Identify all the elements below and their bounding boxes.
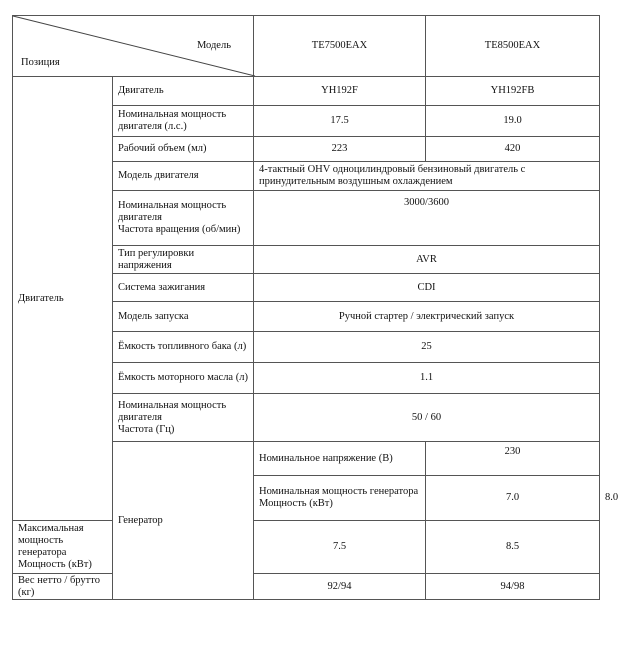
cell-value: 94/98: [426, 574, 600, 600]
table-row: Номинальная мощность генератора Мощность (кВт) 7.0 8.0: [13, 476, 600, 521]
cell-value: 50 / 60: [254, 394, 600, 442]
cell-value: 17.5: [254, 106, 426, 137]
row-label: Модель запуска: [113, 302, 254, 332]
row-sublabel: Частота вращения (об/мин): [118, 224, 241, 235]
cell-value: 4-тактный OHV одноцилиндровый бензиновый двигатель с принудительным воздушным охлаждением: [254, 162, 600, 191]
row-label: Двигатель: [113, 77, 254, 106]
cell-value: YH192F: [254, 77, 426, 106]
cell-value: 230: [426, 442, 600, 476]
cell-value: 223: [254, 137, 426, 162]
cell-value: 420: [426, 137, 600, 162]
model-1-header: TE7500EAX: [254, 16, 426, 77]
cell-value: 25: [254, 332, 600, 363]
row-label: Номинальная мощность двигателя: [118, 399, 227, 423]
model-2-header: TE8500EAX: [426, 16, 600, 77]
row-label-split: [113, 394, 254, 442]
table-row: [13, 77, 600, 106]
header-diagonal-cell: [13, 16, 254, 77]
cell-value: 7.5: [254, 521, 426, 574]
cell-value: 3000/3600: [254, 191, 600, 246]
row-label: Номинальная мощность двигателя: [118, 200, 227, 223]
row-label: Тип регулировки напряжения: [113, 246, 254, 274]
group-generator: Генератор: [113, 442, 254, 600]
row-label: Ёмкость моторного масла (л): [113, 363, 254, 394]
row-sublabel: Мощность (кВт): [18, 559, 92, 570]
cell-value: Ручной стартер / электрический запуск: [254, 302, 600, 332]
group-engine: Двигатель: [13, 77, 113, 521]
row-label: Система зажигания: [113, 274, 254, 302]
row-label: Вес нетто / брутто (кг): [13, 574, 113, 600]
header-row: [13, 16, 600, 77]
cell-value: CDI: [254, 274, 600, 302]
table-row: [13, 574, 600, 600]
cell-value: AVR: [254, 246, 600, 274]
cell-value: 8.5: [426, 521, 600, 574]
row-label: Номинальное напряжение (В): [254, 442, 426, 476]
cell-value: YH192FB: [426, 77, 600, 106]
row-label: Максимальная мощность генератора: [18, 523, 84, 558]
cell-value: 19.0: [426, 106, 600, 137]
model-header-label: Модель: [196, 40, 231, 51]
cell-value: 7.0: [426, 476, 600, 521]
position-header-label: Позиция: [21, 57, 60, 68]
row-sublabel: Частота (Гц): [118, 423, 175, 435]
row-label: Модель двигателя: [113, 162, 254, 191]
table-row: [13, 521, 600, 574]
row-label-split: [254, 476, 426, 521]
spec-table: [12, 15, 618, 600]
cell-value: 92/94: [254, 574, 426, 600]
row-sublabel: Мощность (кВт): [259, 498, 333, 509]
row-label-split: [13, 521, 113, 574]
row-label-split: [113, 191, 254, 246]
row-label: Рабочий объем (мл): [113, 137, 254, 162]
row-label: Номинальная мощность генератора: [259, 486, 419, 497]
row-label: Номинальная мощность двигателя (л.с.): [113, 106, 254, 137]
cell-value: 1.1: [254, 363, 600, 394]
row-label: Ёмкость топливного бака (л): [113, 332, 254, 363]
